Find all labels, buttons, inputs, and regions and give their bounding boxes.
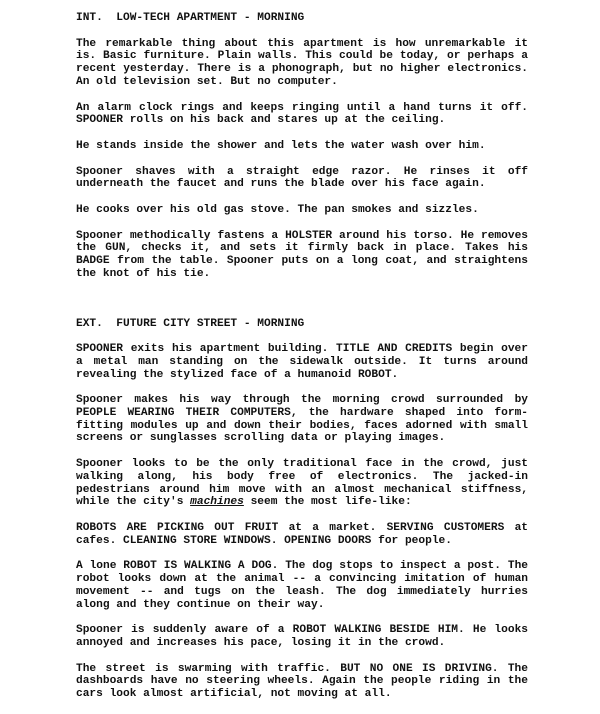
scene-break [76, 294, 528, 318]
action-paragraph: He stands inside the shower and lets the water wash over him. [76, 139, 486, 152]
action-paragraph: He cooks over his old gas stove. The pan smokes and sizzles. [76, 204, 479, 217]
action-paragraph [76, 458, 528, 509]
action-paragraph: Spooner makes his way through the morning crowd surrounded by PEOPLE WEARING THEIR COMPUTERS, the hardware shaped into form-fitting modules up and down their bodies, faces adorned with small screens or sunglasses scrolling data or playing images. [76, 394, 528, 445]
action-paragraph: Spooner is suddenly aware of a ROBOT WALKING BESIDE HIM. He looks annoyed and increases his pace, losing it in the crowd. [76, 624, 528, 649]
action-paragraph: A lone ROBOT IS WALKING A DOG. The dog stops to inspect a post. The robot looks down at the animal -- a convincing imitation of human movement -- and tugs on the leash. The dog immediately hurries along and they continue on their way. [76, 560, 528, 611]
action-paragraph: ROBOTS ARE PICKING OUT FRUIT at a market. SERVING CUSTOMERS at cafes. CLEANING STORE WINDOWS. OPENING DOORS for people. [76, 521, 528, 547]
action-paragraph: An alarm clock rings and keeps ringing until a hand turns it off. SPOONER rolls on his back and stares up at the ceiling. [76, 101, 528, 127]
action-paragraph: Spooner methodically fastens a HOLSTER around his torso. He removes the GUN, checks it, and sets it firmly back in place. Takes his BADGE from the table. Spooner puts on a long coat, and straightens the knot of his tie. [76, 229, 528, 280]
action-paragraph: Spooner shaves with a straight edge razor. He rinses it off underneath the faucet and runs the blade over his face again. [76, 165, 528, 191]
action-paragraph: SPOONER exits his apartment building. TITLE AND CREDITS begin over a metal man standing on the sidewalk outside. It turns around revealing the stylized face of a humanoid ROBOT. [76, 343, 528, 381]
screenplay-page [76, 12, 528, 714]
action-paragraph: The street is swarming with traffic. BUT NO ONE IS DRIVING. The dashboards have no steering wheels. Again the people riding in the cars look almost artificial, not moving at all. [76, 662, 528, 701]
action-paragraph: The remarkable thing about this apartment is how unremarkable it is. Basic furniture. Plain walls. This could be today, or perhaps a recent yesterday. There is a phonograph, but no higher electronics. An old television set. But no computer. [76, 37, 528, 88]
emphasized-word: machines [190, 496, 244, 509]
scene-heading: EXT. FUTURE CITY STREET - MORNING [76, 317, 305, 330]
paragraph-text: Spooner looks to be the only traditional face in the crowd, just walking along, his body free of electronics. The jacked-in pedestrians around him move with an almost mechanical stiffness, while the city's [76, 458, 528, 509]
scene-heading: INT. LOW-TECH APARTMENT - MORNING [76, 12, 305, 24]
paragraph-text: seem the most life-like: [243, 496, 412, 509]
